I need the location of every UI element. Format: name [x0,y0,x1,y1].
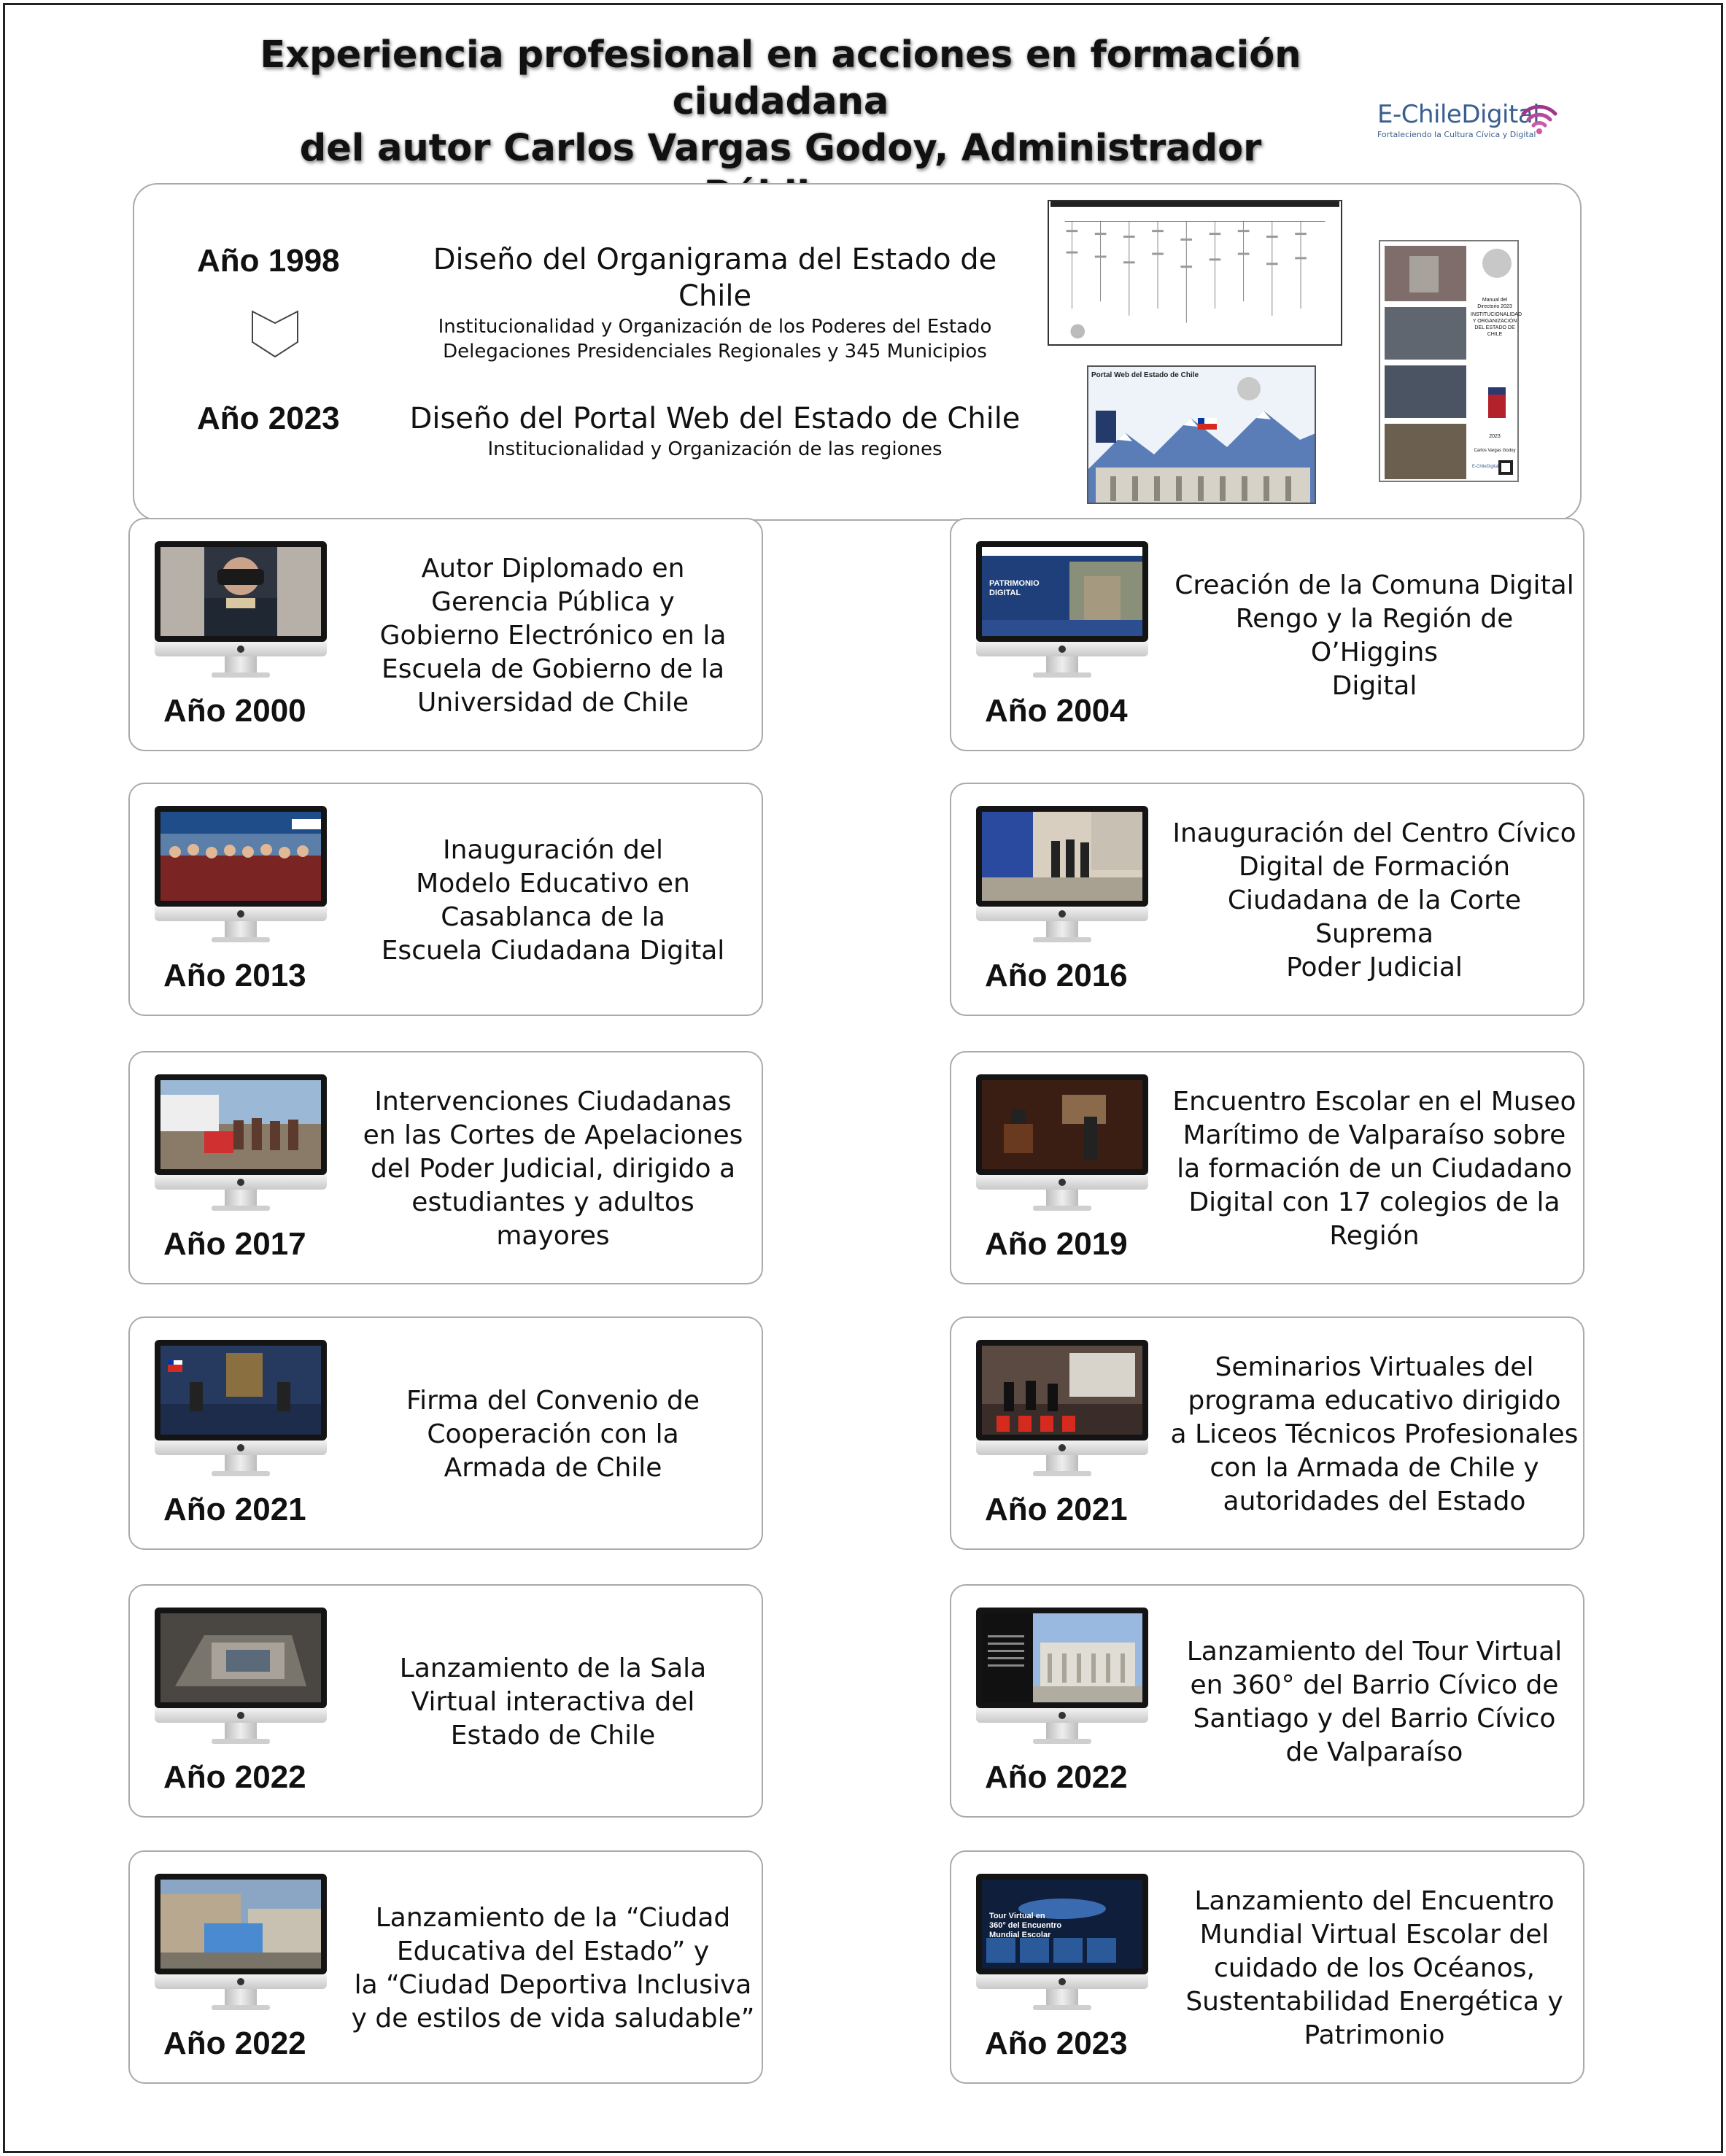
timeline-card-12 [950,1850,1584,2084]
card-year: Año 2023 [985,2025,1128,2061]
card-description: Creación de la Comuna Digital Rengo y la Región de O’Higgins Digital [1174,570,1574,701]
monitor-stand [1046,656,1078,674]
card-description: Inauguración del Centro Cívico Digital de Formación Ciudadana de la Corte Suprema Poder Judicial [1172,818,1576,982]
monitor-foot [1033,937,1091,942]
timeline-card-4 [950,783,1584,1016]
monitor-foot [1033,1206,1091,1211]
timeline-card-3 [128,783,763,1016]
screen-art-palace [982,1613,1142,1702]
monitor-bezel [155,806,327,907]
screen-art-seminar [982,1346,1142,1435]
timeline-card-10 [950,1584,1584,1818]
monitor-bezel [976,1608,1148,1708]
card-description: Intervenciones Ciudadanas en las Cortes de Apelaciones del Poder Judicial, dirigido a estudiantes y adultos mayores [363,1087,743,1251]
screen-art-crowd-red [160,812,321,901]
monitor-bezel [976,1874,1148,1974]
portal-thumbnail [1087,365,1316,504]
apple-logo-icon [237,1712,244,1719]
organigrama-sub-2: Delegaciones Presidenciales Regionales y 345 Municipios [443,341,987,362]
logo-tagline: Fortaleciendo la Cultura Cívica y Digital [1377,130,1536,139]
monitor-foot [212,2005,270,2010]
card-year: Año 2019 [985,1226,1128,1262]
apple-logo-icon [1059,1179,1066,1186]
card-description: Lanzamiento de la “Ciudad Educativa del Estado” y la “Ciudad Deportiva Inclusiva y de estilos de vida saludable” [351,1903,755,2033]
screen-art-signing [160,1346,321,1435]
card-year: Año 2000 [163,693,306,729]
card-year: Año 2021 [163,1492,306,1527]
apple-logo-icon [1059,645,1066,653]
monitor-stand [225,1190,257,1207]
monitor-icon [976,1874,1148,2012]
screen-art-street [982,812,1142,901]
featured-item-organigrama [394,241,1036,364]
monitor-stand [225,1455,257,1473]
monitor-icon [976,1074,1148,1213]
screen-label: PATRIMONIO DIGITAL [989,579,1040,597]
monitor-stand [1046,1190,1078,1207]
title-line-2: del autor Carlos Vargas Godoy, Administrador [299,127,1262,170]
monitor-foot [212,1471,270,1476]
monitor-icon [976,806,1148,945]
timeline-card-7 [128,1317,763,1550]
monitor-screen-image [982,1880,1142,1969]
featured-year-1998: Año 1998 [197,243,340,279]
organigrama-thumbnail [1048,200,1342,346]
monitor-foot [1033,672,1091,678]
timeline-card-9 [128,1584,763,1818]
featured-section [133,183,1582,521]
portal-thumbnail-title: Portal Web del Estado de Chile [1091,371,1199,379]
monitor-icon [155,1608,327,1746]
card-year: Año 2022 [163,2025,306,2061]
screen-art-museum [982,1080,1142,1169]
monitor-screen-image [160,547,321,636]
monitor-icon [976,1340,1148,1478]
monitor-icon [155,1874,327,2012]
card-description: Lanzamiento de la Sala Virtual interactiva del Estado de Chile [399,1653,707,1750]
timeline-card-11 [128,1850,763,2084]
monitor-icon [155,1340,327,1478]
monitor-foot [212,1739,270,1744]
monitor-icon [155,541,327,680]
manual-author: Carlos Vargas Godoy [1474,449,1516,453]
timeline-card-8 [950,1317,1584,1550]
card-description: Autor Diplomado en Gerencia Pública y Gobierno Electrónico en la Escuela de Gobierno de la Universidad de Chile [379,554,727,718]
apple-logo-icon [237,910,244,918]
monitor-stand [225,921,257,939]
apple-logo-icon [1059,1444,1066,1451]
portal-thumbnail-art [1088,367,1316,504]
apple-logo-icon [237,1444,244,1451]
monitor-stand [1046,921,1078,939]
apple-logo-icon [237,645,244,653]
monitor-bezel [155,1340,327,1440]
organigrama-sub-1: Institucionalidad y Organización de los Poderes del Estado [438,316,992,338]
monitor-screen-image [982,812,1142,901]
card-description: Firma del Convenio de Cooperación con la Armada de Chile [406,1386,700,1483]
monitor-bezel [976,806,1148,907]
monitor-foot [212,672,270,678]
card-description: Encuentro Escolar en el Museo Marítimo de Valparaíso sobre la formación de un Ciudadano Digital con 17 colegios de la Región [1172,1087,1576,1251]
manual-title: INSTITUCIONALIDAD Y ORGANIZACIÓN DEL ESTADO DE CHILE [1471,312,1522,337]
monitor-stand [225,1989,257,2006]
card-year: Año 2004 [985,693,1128,729]
timeline-card-5 [128,1051,763,1284]
screen-art-vr [160,547,321,636]
monitor-screen-image [160,1080,321,1169]
monitor-bezel [155,1874,327,1974]
apple-logo-icon [1059,1978,1066,1985]
monitor-screen-image [160,812,321,901]
monitor-stand [225,656,257,674]
wifi-icon [1520,101,1558,139]
timeline-card-2 [950,518,1584,751]
manual-year: 2023 [1489,434,1501,439]
monitor-bezel [976,1340,1148,1440]
apple-logo-icon [237,1179,244,1186]
card-description: Inauguración del Modelo Educativo en Casablanca de la Escuela Ciudadana Digital [381,835,725,966]
monitor-stand [225,1723,257,1740]
card-description: Lanzamiento del Tour Virtual en 360° del Barrio Cívico de Santiago y del Barrio Cívico de Valparaíso [1186,1637,1563,1767]
monitor-bezel [976,541,1148,642]
echiledigital-logo [1377,101,1567,144]
manual-thumbnail-photos [1380,241,1520,484]
monitor-screen-image [982,547,1142,636]
monitor-icon [155,1074,327,1213]
monitor-screen-image [982,1080,1142,1169]
apple-logo-icon [237,1978,244,1985]
monitor-screen-image [982,1346,1142,1435]
manual-directorio-thumbnail [1379,240,1522,482]
card-year: Año 2022 [163,1759,306,1795]
chevron-down-icon [249,309,301,360]
screen-art-outdoor [160,1080,321,1169]
monitor-screen-image [160,1346,321,1435]
monitor-stand [1046,1989,1078,2006]
card-year: Año 2017 [163,1226,306,1262]
portal-heading: Diseño del Portal Web del Estado de Chile [409,402,1021,435]
monitor-stand [1046,1455,1078,1473]
card-year: Año 2013 [163,958,306,993]
apple-logo-icon [1059,910,1066,918]
monitor-icon [155,806,327,945]
logo-name: E-ChileDigital [1377,100,1540,129]
screen-art-room3d [160,1613,321,1702]
card-year: Año 2021 [985,1492,1128,1527]
monitor-foot [1033,2005,1091,2010]
monitor-foot [1033,1471,1091,1476]
monitor-bezel [155,1608,327,1708]
featured-year-2023: Año 2023 [197,400,340,436]
organigrama-heading: Diseño del Organigrama del Estado de Chile [433,243,997,313]
card-year: Año 2016 [985,958,1128,993]
monitor-bezel [155,1074,327,1175]
manual-brand: E-ChileDigital [1472,465,1499,469]
monitor-foot [212,1206,270,1211]
apple-logo-icon [1059,1712,1066,1719]
monitor-bezel [155,541,327,642]
card-year: Año 2022 [985,1759,1128,1795]
manual-header: Manual del Directorio 2023 [1477,298,1512,309]
card-description: Lanzamiento del Encuentro Mundial Virtual Escolar del cuidado de los Océanos, Sustentabilidad Energética y Patrimonio [1185,1886,1563,2050]
card-description: Seminarios Virtuales del programa educativo dirigido a Liceos Técnicos Profesionales con la Armada de Chile y autoridades del Estado [1170,1352,1579,1516]
monitor-foot [212,937,270,942]
monitor-bezel [976,1074,1148,1175]
monitor-stand [1046,1723,1078,1740]
monitor-foot [1033,1739,1091,1744]
title-line-1: Experiencia profesional en acciones en formación ciudadana [260,34,1301,123]
monitor-icon [976,1608,1148,1746]
portal-sub-1: Institucionalidad y Organización de las regiones [487,438,943,460]
timeline-card-1 [128,518,763,751]
screen-label: Tour Virtual en 360° del Encuentro Mundial Escolar [989,1912,1062,1939]
monitor-screen-image [160,1613,321,1702]
screen-art-city [160,1880,321,1969]
monitor-screen-image [160,1880,321,1969]
monitor-icon [976,541,1148,680]
monitor-screen-image [982,1613,1142,1702]
featured-item-portal [394,400,1036,462]
timeline-card-6 [950,1051,1584,1284]
